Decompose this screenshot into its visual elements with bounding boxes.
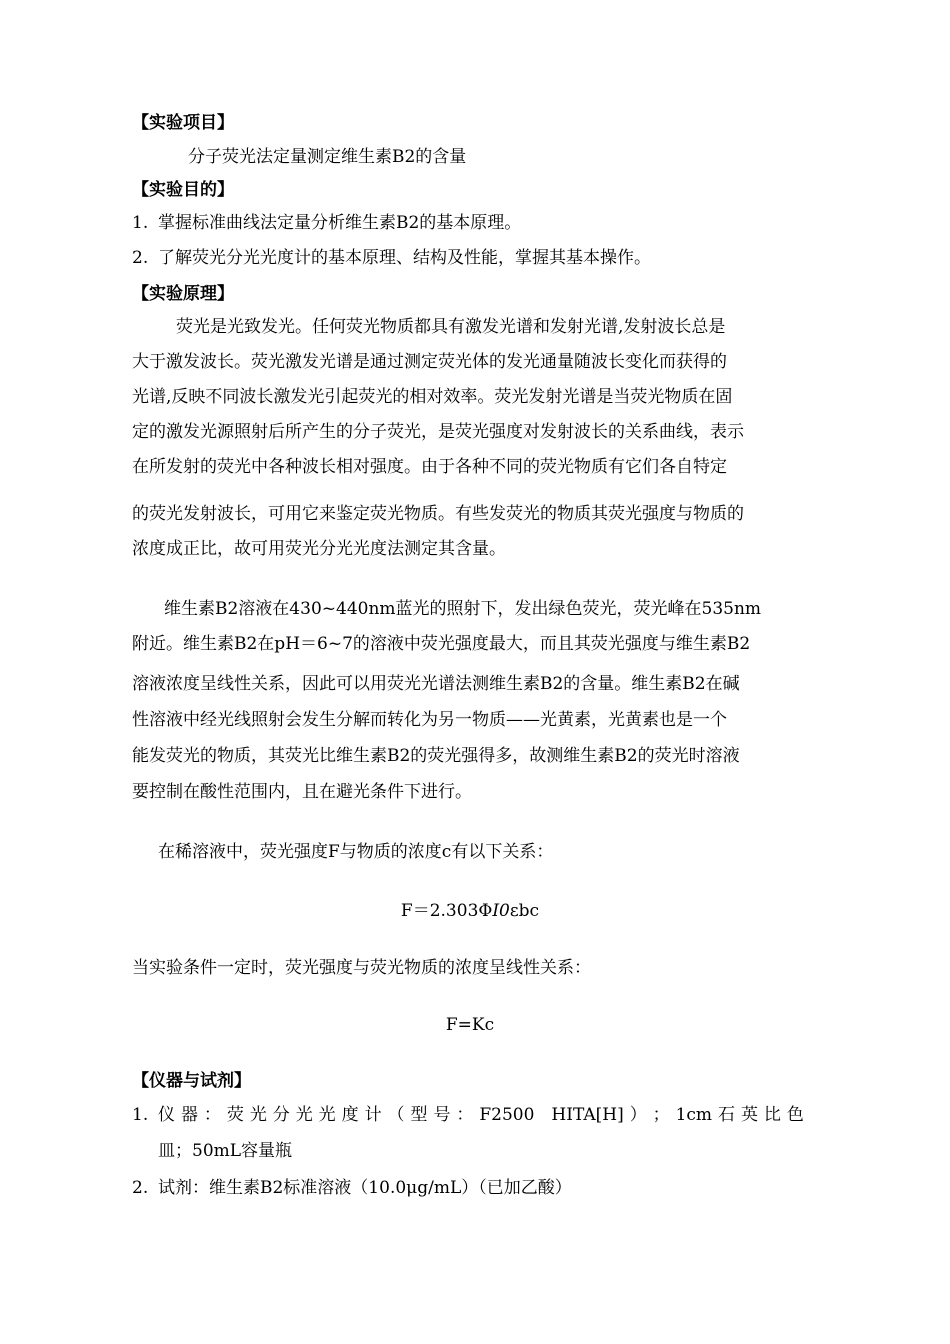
instrument-text-segment: 分 bbox=[272, 1105, 290, 1125]
instrument-text-segment: 器 bbox=[180, 1105, 198, 1125]
principle-para2-line-3: 溶液浓度呈线性关系，因此可以用荧光光谱法测维生素B2的含量。维生素B2在碱 bbox=[132, 674, 740, 694]
principle-para1-line-7: 浓度成正比，故可用荧光分光光度法测定其含量。 bbox=[132, 539, 506, 559]
instruments-item-2-number: 2. bbox=[132, 1178, 149, 1198]
formula-1-part-a: F＝2.303Φ bbox=[400, 901, 493, 921]
instrument-text-segment: ； bbox=[652, 1105, 670, 1125]
principle-para1-line-6: 的荧光发射波长，可用它来鉴定荧光物质。有些发荧光的物质其荧光强度与物质的 bbox=[132, 504, 744, 524]
instrument-text-segment: ： bbox=[456, 1105, 474, 1125]
principle-para2-line-1: 维生素B2溶液在430~440nm蓝光的照射下，发出绿色荧光，荧光峰在535nm bbox=[164, 599, 762, 619]
instrument-text-segment: 计 bbox=[364, 1105, 382, 1125]
instruments-item-1-line-2: 皿；50mL容量瓶 bbox=[158, 1141, 293, 1161]
instrument-text-segment: ） bbox=[629, 1105, 647, 1125]
instruments-item-1-number: 1. bbox=[132, 1105, 149, 1125]
instruments-item-2-text: 试剂：维生素B2标准溶液（10.0μg/mL）（已加乙酸） bbox=[158, 1178, 572, 1198]
principle-para1-line-3: 光谱,反映不同波长激发光引起荧光的相对效率。荧光发射光谱是当荧光物质在固 bbox=[132, 387, 733, 407]
instrument-text-segment: F2500 HITA[H] bbox=[479, 1105, 624, 1125]
instrument-text-segment: 光 bbox=[295, 1105, 313, 1125]
principle-para4: 当实验条件一定时，荧光强度与荧光物质的浓度呈线性关系： bbox=[132, 958, 591, 978]
instrument-text-segment: 荧 bbox=[226, 1105, 244, 1125]
principle-para2-line-4: 性溶液中经光线照射会发生分解而转化为另一物质——光黄素，光黄素也是一个 bbox=[132, 710, 727, 730]
instrument-text-segment: 1cm bbox=[675, 1105, 713, 1125]
instrument-text-segment: 号 bbox=[433, 1105, 451, 1125]
section-heading-project: 【实验项目】 bbox=[132, 113, 234, 133]
section-heading-purpose: 【实验目的】 bbox=[132, 180, 234, 200]
instrument-text-segment: 度 bbox=[341, 1105, 359, 1125]
instrument-text-segment: 石 bbox=[718, 1105, 736, 1125]
purpose-item-2-number: 2. bbox=[132, 248, 149, 268]
purpose-item-2-text: 了解荧光分光光度计的基本原理、结构及性能，掌握其基本操作。 bbox=[158, 248, 651, 268]
principle-para1-line-5: 在所发射的荧光中各种波长相对强度。由于各种不同的荧光物质有它们各自特定 bbox=[132, 457, 727, 477]
purpose-item-1-number: 1. bbox=[132, 213, 149, 233]
instrument-text-segment: ： bbox=[203, 1105, 221, 1125]
principle-para1-line-2: 大于激发波长。荧光激发光谱是通过测定荧光体的发光通量随波长变化而获得的 bbox=[132, 352, 727, 372]
instrument-text-segment: 英 bbox=[740, 1105, 758, 1125]
formula-linear-relation: F=Kc bbox=[445, 1015, 495, 1035]
instrument-text-segment: 色 bbox=[786, 1105, 804, 1125]
instrument-text-segment: 比 bbox=[763, 1105, 781, 1125]
principle-para2-line-2: 附近。维生素B2在pH＝6~7的溶液中荧光强度最大，而且其荧光强度与维生素B2 bbox=[132, 634, 751, 654]
purpose-item-1-text: 掌握标准曲线法定量分析维生素B2的基本原理。 bbox=[158, 213, 522, 233]
principle-para2-line-5: 能发荧光的物质，其荧光比维生素B2的荧光强得多，故测维生素B2的荧光时溶液 bbox=[132, 746, 740, 766]
instrument-text-segment: 光 bbox=[249, 1105, 267, 1125]
principle-para1-line-4: 定的激发光源照射后所产生的分子荧光，是荧光强度对发射波长的关系曲线，表示 bbox=[132, 422, 744, 442]
instrument-text-segment: （ bbox=[387, 1105, 405, 1125]
formula-1-part-b: I0 bbox=[492, 901, 510, 921]
instrument-text-segment: 仪 bbox=[158, 1105, 175, 1125]
instrument-text-segment: 光 bbox=[318, 1105, 336, 1125]
section-heading-instruments: 【仪器与试剂】 bbox=[132, 1071, 251, 1091]
principle-para3: 在稀溶液中，荧光强度F与物质的浓度c有以下关系： bbox=[158, 842, 554, 862]
principle-para1-line-1: 荧光是光致发光。任何荧光物质都具有激发光谱和发射光谱,发射波长总是 bbox=[176, 317, 726, 337]
section-heading-principle: 【实验原理】 bbox=[132, 284, 234, 304]
instruments-item-1-line-1 bbox=[158, 1103, 804, 1127]
instrument-text-segment: 型 bbox=[410, 1105, 428, 1125]
principle-para2-line-6: 要控制在酸性范围内，且在避光条件下进行。 bbox=[132, 782, 472, 802]
formula-fluorescence-intensity bbox=[132, 899, 808, 923]
project-title: 分子荧光法定量测定维生素B2的含量 bbox=[188, 147, 467, 167]
formula-1-part-c: εbc bbox=[509, 901, 540, 921]
